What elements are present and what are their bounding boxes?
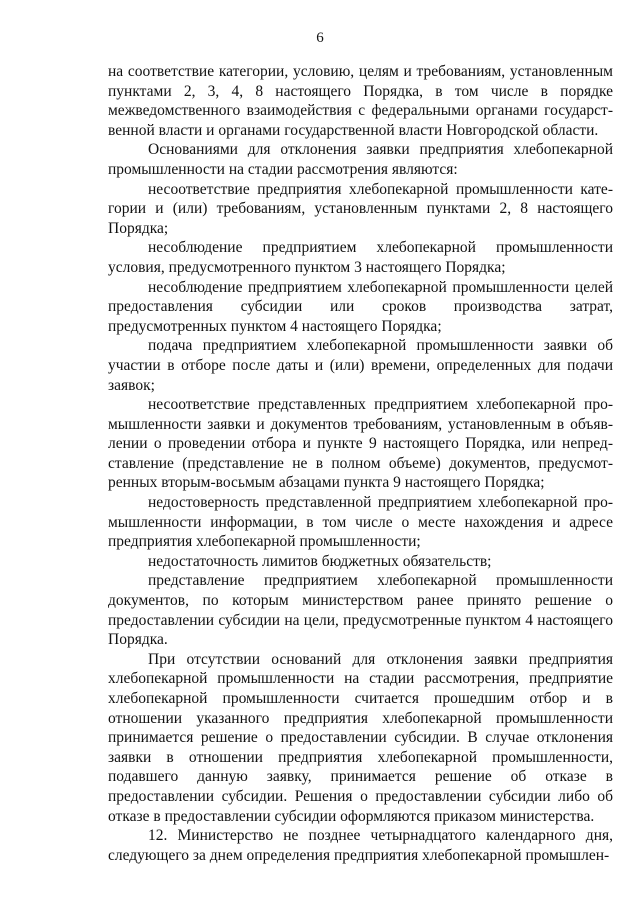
paragraph-ground-purpose-violation: несоблюдение предприятием хлебопекарной промышленности целей предоставления субсидии или сроков производства затрат, предусмотренных пунктом 4 настоящего Порядка; — [108, 278, 613, 335]
paragraph-ground-false-information: недостоверность представленной предприятием хлебопекарной промышленности информации, в том числе о месте нахождения и адресе предприятия хлебопекарной промышленности; — [108, 494, 613, 551]
paragraph-ground-budget-limits: недостаточность лимитов бюджетных обязательств; — [148, 552, 492, 570]
paragraph-ground-late-submission: подача предприятием хлебопекарной промышленности заявки об участии в отборе после даты и (или) времени, определенных для подачи заявок; — [108, 337, 613, 394]
paragraph-selection-decision: При отсутствии оснований для отклонения заявки предприятия хлебопекарной промышленности на стадии рассмотрения, предприятие хлебопекарной промышленности считается прошедшим отбор и в отношении указанного предприятия хлебопекарной промышленности принимается решение о предоставлении субсидии. В случае отклонения заявки в отношении предприятия хлебопекарной промышленности, подавшего данную заявку, принимается решение об отказе в предоставлении субсидии. Решения о предоставлении субсидии либо об отказе в предоставлении субсидии оформляются приказом министерства. — [108, 650, 613, 825]
document-body — [108, 62, 613, 865]
paragraph-item-12: 12. Министерство не позднее четырнадцатого календарного дня, следующего за днем определения предприятия хлебопекарной промышлен- — [108, 827, 613, 864]
paragraph-ground-condition-violation: несоблюдение предприятием хлебопекарной промышленности условия, предусмотренного пунктом 3 настоящего Порядка; — [108, 239, 613, 276]
paragraph-continuation: на соответствие категории, условию, целям и требованиям, установленным пунктами 2, 3, 4, 8 настоящего Порядка, в том числе в порядке межведомственного взаимодействия с федеральными органами государственной власти и органами государственной власти Новгородской области. — [108, 63, 613, 139]
paragraph-ground-category-mismatch: несоответствие предприятия хлебопекарной промышленности категории и (или) требованиям, установленным пунктами 2, 8 настоящего Порядка; — [108, 180, 613, 237]
page-number: 6 — [316, 30, 324, 46]
paragraph-ground-documents-mismatch: несоответствие представленных предприятием хлебопекарной промышленности заявки и документов требованиям, установленным в объявлении о проведении отбора и пункте 9 настоящего Порядка, или непредставление (представление не в полном объеме) документов, предусмотренных вторым-восьмым абзацами пункта 9 настоящего Порядка; — [108, 396, 613, 492]
paragraph-rejection-grounds-intro: Основаниями для отклонения заявки предприятия хлебопекарной промышленности на стадии рассмотрения являются: — [108, 141, 613, 178]
paragraph-ground-duplicate-documents: представление предприятием хлебопекарной промышленности документов, по которым министерством ранее принято решение о предоставлении субсидии на цели, предусмотренные пунктом 4 настоящего Порядка. — [108, 572, 613, 649]
